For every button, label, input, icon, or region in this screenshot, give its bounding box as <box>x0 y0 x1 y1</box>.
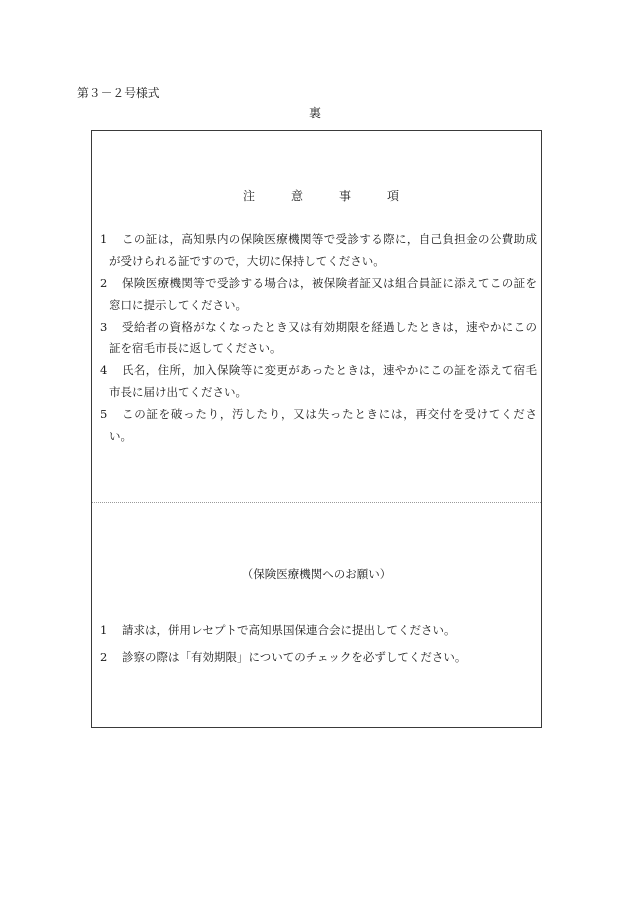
note-item-first-line <box>100 404 537 426</box>
request-item <box>100 644 537 671</box>
request-item <box>100 617 537 644</box>
note-item <box>100 404 537 448</box>
dotted-divider <box>92 502 541 503</box>
note-item-first-line <box>100 229 537 251</box>
note-item-text-continued: 市長に届け出てください。 <box>109 385 247 400</box>
form-number: 第３－２号様式 <box>77 86 160 100</box>
note-item <box>100 273 537 317</box>
request-item-number: 2 <box>100 649 108 664</box>
note-item-text-continued: い。 <box>109 429 132 444</box>
request-item-number: 1 <box>100 622 108 637</box>
side-label: 裏 <box>309 106 322 120</box>
requests-list <box>100 617 537 671</box>
note-item-first-line <box>100 273 537 295</box>
note-item-text: この証は，高知県内の保険医療機関等で受診する際に，自己負担金の公費助成 <box>122 232 537 246</box>
note-item-text-continued: が受けられる証ですので，大切に保持してください。 <box>109 253 385 268</box>
note-item-text-continued: 窓口に提示してください。 <box>109 297 247 312</box>
notes-list <box>100 229 537 448</box>
note-item <box>100 360 537 404</box>
note-item-number: 2 <box>100 275 108 290</box>
note-item <box>100 317 537 361</box>
note-item <box>100 229 537 273</box>
notes-heading: 注意事項 <box>243 189 436 203</box>
request-item-text: 請求は，併用レセプトで高知県国保連合会に提出してください。 <box>122 622 456 637</box>
requests-heading: （保険医療機関へのお願い） <box>241 567 392 581</box>
note-item-text: 受給者の資格がなくなったとき又は有効期限を経過したときは，速やかにこの <box>122 319 537 334</box>
note-item-number: 4 <box>100 363 108 378</box>
note-item-first-line <box>100 317 537 339</box>
note-item-number: 1 <box>100 232 108 246</box>
note-item-text: 保険医療機関等で受診する場合は，被保険者証又は組合員証に添えてこの証を <box>122 275 537 290</box>
note-item-number: 5 <box>100 407 108 422</box>
note-item-first-line <box>100 360 537 382</box>
note-item-text-continued: 証を宿毛市長に返してください。 <box>109 341 282 356</box>
request-item-text: 診察の際は「有効期限」についてのチェックを必ずしてください。 <box>122 649 467 664</box>
note-item-number: 3 <box>100 319 108 334</box>
note-item-text: 氏名，住所，加入保険等に変更があったときは，速やかにこの証を添えて宿毛 <box>122 363 537 378</box>
note-item-text: この証を破ったり，汚したり，又は失ったときには，再交付を受けてくださ <box>122 407 537 422</box>
